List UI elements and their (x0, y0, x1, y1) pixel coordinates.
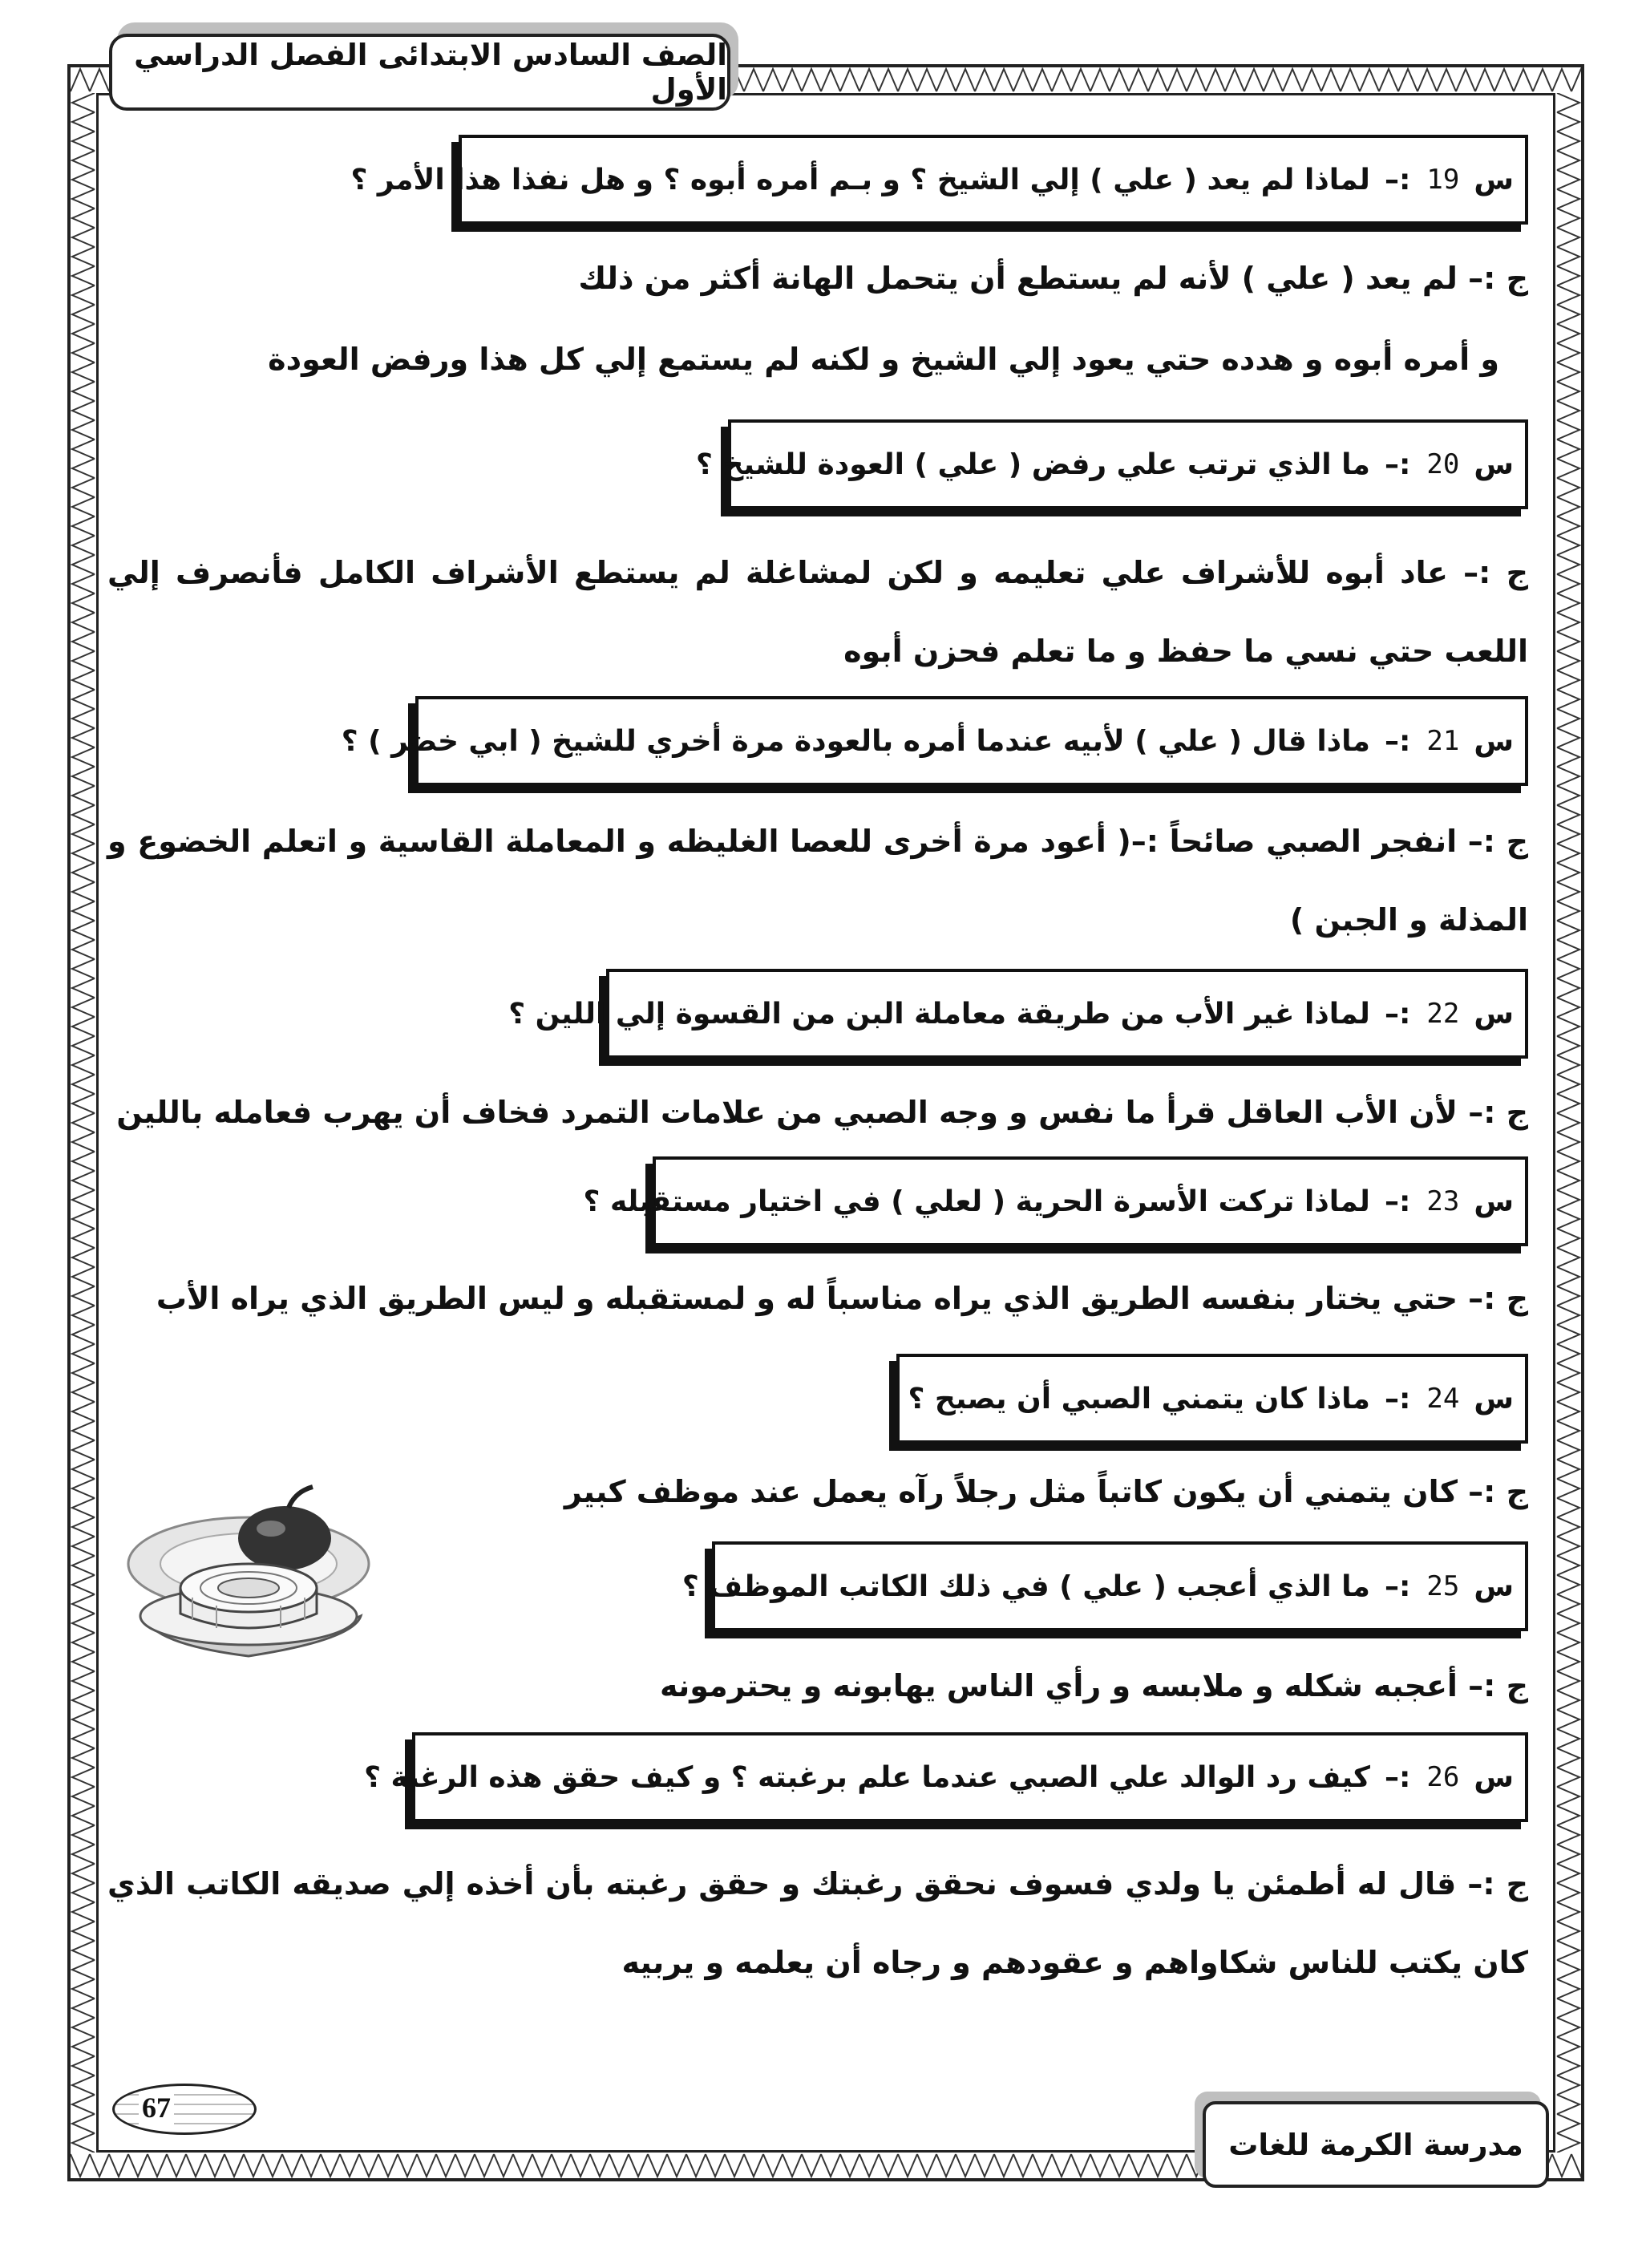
frame-pattern-right (1555, 93, 1581, 2153)
question-separator: :– (1384, 1760, 1411, 1794)
question-number: 22 (1426, 998, 1460, 1030)
question-box (583, 1156, 1528, 1246)
answer-text: ج :– عاد أبوه للأشراف علي تعليمه و لكن لمشاغلة لم يستطع الأشراف الكامل فأنصرف إلي اللعب حتي نسي ما حفظ و ما تعلم فحزن أبوه (107, 555, 1528, 669)
question-separator: :– (1384, 997, 1411, 1031)
question-prefix: س (1474, 997, 1514, 1031)
header-title: الصف السادس الابتدائى الفصل الدراسي الأول (109, 34, 730, 111)
question-text: لماذا غير الأب من طريقة معاملة البن من القسوة إلي اللين ؟ (508, 997, 1370, 1031)
question-box (508, 969, 1528, 1059)
question-text: كيف رد الوالد علي الصبي عندما علم برغبته ؟ و كيف حقق هذه الرغبة ؟ (364, 1760, 1370, 1794)
frame-pattern-left (71, 93, 96, 2153)
question-box (896, 1354, 1528, 1444)
question-number: 26 (1426, 1761, 1460, 1793)
question-number: 25 (1426, 1570, 1460, 1602)
question-separator: :– (1384, 1569, 1411, 1603)
question-text: ما الذي أعجب ( علي ) في ذلك الكاتب الموظف ؟ (681, 1569, 1370, 1603)
answer-continuation: و أمره أبوه و هدده حتي يعود إلي الشيخ و لكنه لم يستمع إلي كل هذا ورفض العودة (268, 342, 1499, 377)
question-prefix: س (1474, 1185, 1514, 1218)
question-separator: :– (1384, 163, 1411, 196)
question-text: لماذا تركت الأسرة الحرية ( لعلي ) في اختيار مستقبله ؟ (583, 1185, 1370, 1218)
question-prefix: س (1474, 448, 1514, 481)
question-box (364, 1732, 1528, 1822)
question-text: ماذا كان يتمني الصبي أن يصبح ؟ (908, 1382, 1370, 1415)
question-number: 24 (1426, 1383, 1460, 1415)
question-separator: :– (1384, 448, 1411, 481)
question-number: 23 (1426, 1185, 1460, 1217)
answer-text: ج :– كان يتمني أن يكون كاتباً مثل رجلاً رآه يعمل عند موظف كبير (564, 1474, 1528, 1509)
page-number: 67 (139, 2091, 174, 2124)
footer-school-name: مدرسة الكرمة للغات (1203, 2101, 1549, 2188)
question-text: لماذا لم يعد ( علي ) إلي الشيخ ؟ و بـم أمره أبوه ؟ و هل نفذا هذا الأمر ؟ (350, 163, 1370, 196)
question-separator: :– (1384, 1185, 1411, 1218)
answer-text: ج :– لأن الأب العاقل قرأ ما نفس و وجه الصبي من علامات التمرد فخاف أن يهرب فعامله باللين (116, 1095, 1528, 1130)
question-number: 21 (1426, 725, 1460, 757)
question-prefix: س (1474, 163, 1514, 196)
page-number-badge (112, 2084, 257, 2135)
answer-text: ج :– حتي يختار بنفسه الطريق الذي يراه مناسباً له و لمستقبله و ليس الطريق الذي يراه الأب (156, 1281, 1528, 1316)
question-box (696, 419, 1528, 509)
question-prefix: س (1474, 1382, 1514, 1415)
question-separator: :– (1384, 724, 1411, 758)
question-prefix: س (1474, 1569, 1514, 1603)
question-separator: :– (1384, 1382, 1411, 1415)
question-number: 19 (1426, 164, 1460, 196)
question-box (350, 135, 1528, 225)
question-text: ما الذي ترتب علي رفض ( علي ) العودة للشيخ ؟ (696, 448, 1370, 481)
ring-cake-icon (180, 1564, 317, 1628)
question-box (341, 696, 1528, 786)
question-text: ماذا قال ( علي ) لأبيه عندما أمره بالعودة مرة أخري للشيخ ( ابي خضر ) ؟ (341, 724, 1370, 758)
question-number: 20 (1426, 448, 1460, 480)
question-prefix: س (1474, 1760, 1514, 1794)
question-prefix: س (1474, 724, 1514, 758)
question-box (681, 1541, 1528, 1631)
answer-text: ج :– لم يعد ( علي ) لأنه لم يستطع أن يتحمل الهانة أكثر من ذلك (578, 261, 1528, 296)
answer-text: ج :– انفجر الصبي صائحاً :–( أعود مرة أخرى للعصا الغليظه و المعاملة القاسية و اتعلم الخضوع و المذلة و الجبن ) (107, 824, 1528, 938)
answer-text: ج :– قال له أطمئن يا ولدي فسوف نحقق رغبتك و حقق رغبته بأن أخذه إلي صديقه الكاتب الذي كان يكتب للناس شكاواهم و عقودهم و رجاه أن يعلمه و يربيه (107, 1866, 1528, 1980)
answer-text: ج :– أعجبه شكله و ملابسه و رأي الناس يهابونه و يحترمونه (659, 1668, 1528, 1703)
food-plate-illustration (120, 1476, 385, 1668)
apple-icon (238, 1487, 331, 1570)
